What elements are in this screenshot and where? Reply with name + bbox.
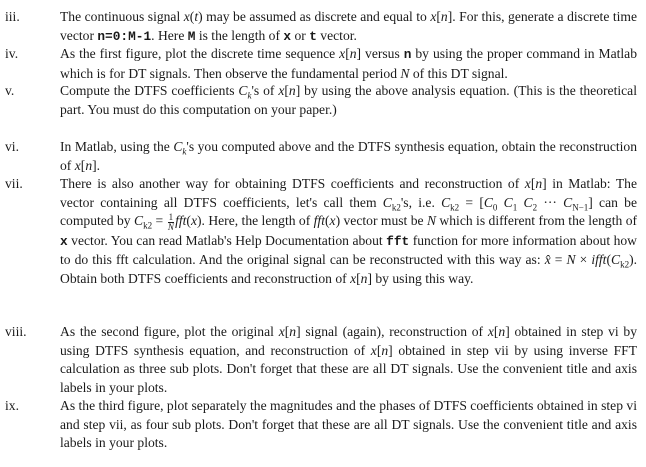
item-text: There is also another way for obtaining DTFS coefficients and reconstruction of x[n] in Matlab: The vector containing all DTFS coefficients, let's call them $C_{k2}'s$, i.e. $C_{k2} = [C_0$ $C_1$ $C_2$ ··· $C_{N-1}$] can be computed by $C_{k2}$ = $\frac{1}{N}$ fft(x). Here, the length of fft(x) vector must be N which is different from the length of x vector. You can read Matlab's Help Documentation about fft function for more information about how to do this fft calculation. And the original signal can be reconstructed with this way as: x̂ = $N \times ifft(C_{k2})$. Obtain both DTFS coefficients and reconstruction of x[n] by using this way. — [60, 176, 638, 286]
item-number: viii. — [5, 324, 27, 339]
item-text: Compute the DTFS coefficients $C_k's$ of x[n] by using the above analysis equation. (This is the theoretical part. You must do this computation on your paper.) — [60, 83, 637, 117]
item-number: v. — [5, 83, 15, 98]
item-number: ix. — [5, 398, 19, 413]
item-text: As the first figure, plot the discrete time sequence x[n] versus n by using the proper command in Matlab which is for DT signals. Then observe the fundamental period N of this DT signal. — [60, 46, 637, 81]
item-number: vii. — [5, 176, 23, 191]
item-number: iii. — [5, 9, 20, 24]
item-text: In Matlab, using the $C_k's$ you computed above and the DTFS synthesis equation, obtain the reconstruction of x[n]. — [60, 139, 637, 173]
item-text: As the second figure, plot the original x[n] signal (again), reconstruction of x[n] obtained in step vi by using DTFS synthesis equation, and reconstruction of x[n] obtained in step vii by using inverse FFT calculation as three sub plots. Don't forget that these are all DT signals. Use the convenient title and axis labels in your plots. — [60, 324, 637, 395]
item-text: The continuous signal x(t) may be assumed as discrete and equal to x[n]. For this, generate a discrete time vector n=0:M-1. Here M is the length of x or t vector. — [60, 9, 638, 44]
item-number: iv. — [5, 46, 19, 61]
item-number: vi. — [5, 139, 19, 154]
item-text: As the third figure, plot separately the magnitudes and the phases of DTFS coefficients obtained in step vi and step vii, as four sub plots. Don't forget that these are all DT signals. Use the convenient title and axis labels in your plots. — [60, 398, 637, 451]
